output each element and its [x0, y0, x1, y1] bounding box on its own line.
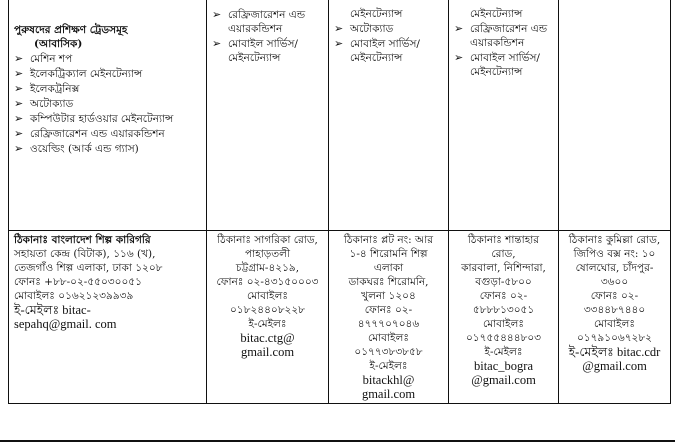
address-line: ফোনঃ +৮৮-০২-৫৫০৩০০৫১ — [14, 276, 142, 288]
address-line: সহায়তা কেন্দ্র (বিটাক), ১১৬ (খ), — [14, 248, 156, 260]
col4-address-cell — [449, 231, 559, 404]
list-item-label: রেফ্রিজারেশন এন্ড এয়ারকন্ডিশন — [228, 9, 306, 35]
arrow-bullet-icon: ➢ — [14, 97, 24, 110]
col1-subheading: (আবাসিক) — [34, 38, 83, 50]
col4-top-line: মেইনটেন্যান্স — [470, 8, 523, 20]
address-line: ঠিকানাঃ কুমিল্লা রোড, — [568, 234, 661, 246]
address-line: এলাকা — [373, 262, 404, 274]
list-item — [14, 52, 201, 66]
address-line: ফোনঃ ০২- — [364, 304, 413, 316]
list-item — [334, 22, 443, 36]
address-line: ই-মেইলঃ — [369, 360, 408, 372]
address-line: ঠিকানাঃ শান্তাহার — [467, 234, 540, 246]
list-item — [14, 112, 201, 126]
email-line: sepahq@gmail. com — [14, 317, 117, 331]
arrow-bullet-icon: ➢ — [334, 37, 344, 50]
address-line: ফোনঃ ০২- — [479, 290, 528, 302]
email-line: gmail.com — [240, 345, 295, 359]
address-line: ঠিকানাঃ প্লট নং: আর — [343, 234, 434, 246]
address-line: ৫৮৮৮১৩০৫১ — [472, 304, 535, 316]
list-item — [454, 22, 553, 50]
address-line: ০১৭৫৫৪৪৪৮০৩ — [465, 332, 541, 344]
address-line: ৩৩৪৪৮৭৪৪০ — [583, 304, 646, 316]
col1-list — [14, 52, 201, 156]
email-line: bitackhl@ — [362, 373, 415, 387]
list-item — [14, 82, 201, 96]
col2-list — [212, 8, 323, 65]
list-item-label: মোবাইল সার্ভিস/ মেইনটেন্যান্স — [470, 52, 540, 78]
address-line: মোবাইলঃ — [247, 290, 288, 302]
arrow-bullet-icon: ➢ — [14, 82, 24, 95]
email-line: gmail.com — [361, 387, 416, 401]
email-line: bitac_bogra — [473, 359, 533, 373]
col4-trades-cell — [449, 0, 559, 231]
col4-list — [454, 22, 553, 79]
address-line: ফোনঃ ০২-৪৩১৫০০০৩ — [216, 276, 319, 288]
list-item — [454, 51, 553, 79]
list-item-label: অটোক্যাড — [350, 23, 394, 35]
col1-address-label: ঠিকানাঃ বাংলাদেশ শিল্প কারিগরি — [14, 234, 151, 246]
col3-address-cell — [329, 231, 449, 404]
email-line: bitac.ctg@ — [240, 331, 295, 345]
arrow-bullet-icon: ➢ — [14, 127, 24, 140]
col1-heading: পুরুষদের প্রশিক্ষণ ট্রেডসমূহ — [14, 24, 128, 36]
arrow-bullet-icon: ➢ — [14, 112, 24, 125]
address-line: ০১৭৯১০৬৭২৮২ — [576, 332, 653, 344]
address-line: কারবালা, নিশিন্দারা, — [461, 262, 546, 274]
email-line: @gmail.com — [582, 359, 647, 373]
address-line: ই-মেইলঃ — [484, 346, 523, 358]
list-item-label: মোবাইল সার্ভিস/ মেইনটেন্যান্স — [350, 38, 420, 64]
address-line: ৪৭৭৭০৭০৪৬ — [357, 318, 420, 330]
list-item — [14, 67, 201, 81]
address-line: মোবাইলঃ ০১৬২১২৩৯৯৩৯ — [14, 290, 134, 302]
trades-table — [8, 0, 671, 404]
col1-trades-cell — [9, 0, 207, 231]
list-item-label: রেফ্রিজারেশন এন্ড এয়ারকন্ডিশন — [470, 23, 548, 49]
address-line: বগুড়া-৫৮০০ — [475, 276, 532, 288]
address-line: ফোনঃ ০২- — [590, 290, 639, 302]
arrow-bullet-icon: ➢ — [14, 142, 24, 155]
arrow-bullet-icon: ➢ — [454, 22, 464, 35]
address-line: ৩৬০০ — [600, 276, 629, 288]
list-item-label: কম্পিউটার হার্ডওয়ার মেইনটেন্যান্স — [30, 113, 174, 125]
address-line: ই-মেইলঃ — [248, 318, 287, 330]
trades-table-frame — [8, 0, 670, 437]
list-item-label: মোবাইল সার্ভিস/ মেইনটেন্যান্স — [228, 38, 298, 64]
arrow-bullet-icon: ➢ — [14, 67, 24, 80]
address-line: ষোলঘোর, চাঁদপুর- — [575, 262, 654, 274]
address-line: ঠিকানাঃ সাগরিকা রোড, — [217, 234, 318, 246]
list-item-label: ইলেকট্রিক্যাল মেইনটেন্যান্স — [30, 68, 143, 80]
list-item — [14, 127, 201, 141]
address-line: মোবাইলঃ — [483, 318, 524, 330]
col3-top-line: মেইনটেন্যান্স — [350, 8, 403, 20]
email-line: @gmail.com — [471, 373, 536, 387]
list-item — [14, 142, 201, 156]
email-line: ই-মেইলঃ bitac.cdr — [568, 345, 661, 359]
address-line: ০১৭৭৩৮৩৮৫৮ — [354, 346, 423, 358]
col5-trades-cell — [559, 0, 671, 231]
col2-trades-cell — [207, 0, 329, 231]
list-item — [212, 8, 323, 36]
address-line: মোবাইলঃ — [368, 332, 409, 344]
address-line: তেজগাঁও শিল্প এলাকা, ঢাকা ১২০৮ — [14, 262, 163, 274]
trades-row — [9, 0, 671, 231]
col3-list — [334, 22, 443, 65]
list-item — [334, 37, 443, 65]
list-item-label: অটোক্যাড — [30, 98, 74, 110]
address-line: খুলনা ১২০৪ — [361, 290, 416, 302]
col2-address-cell — [207, 231, 329, 404]
arrow-bullet-icon: ➢ — [14, 52, 24, 65]
col1-address-cell — [9, 231, 207, 404]
arrow-bullet-icon: ➢ — [212, 8, 222, 21]
arrow-bullet-icon: ➢ — [334, 22, 344, 35]
address-line: রোড, — [491, 248, 516, 260]
address-line: ০১৮২৪৪০৮২২৮ — [229, 304, 305, 316]
address-line: ১-৪ শিরোমনি শিল্প — [349, 248, 428, 260]
arrow-bullet-icon: ➢ — [454, 51, 464, 64]
list-item-label: ইলেকট্রনিক্স — [30, 83, 80, 95]
address-line: মোবাইলঃ — [594, 318, 635, 330]
list-item — [14, 97, 201, 111]
email-line: ই-মেইলঃ bitac- — [14, 303, 91, 317]
list-item-label: মেশিন শপ — [30, 53, 73, 65]
list-item-label: রেফ্রিজারেশন এন্ড এয়ারকন্ডিশন — [30, 128, 165, 140]
col3-trades-cell — [329, 0, 449, 231]
col5-address-cell — [559, 231, 671, 404]
address-line: পাহাড়তলী — [245, 248, 290, 260]
list-item-label: ওয়েল্ডিং (আর্ক এন্ড গ্যাস) — [30, 143, 139, 155]
address-line: ডাকঘরঃ শিরোমনি, — [348, 276, 429, 288]
address-row — [9, 231, 671, 404]
list-item — [212, 37, 323, 65]
address-line: চট্টগ্রাম-৪২১৯, — [235, 262, 300, 274]
bottom-border — [0, 440, 675, 442]
arrow-bullet-icon: ➢ — [212, 37, 222, 50]
address-line: জিপিও বক্স নং: ১০ — [573, 248, 656, 260]
